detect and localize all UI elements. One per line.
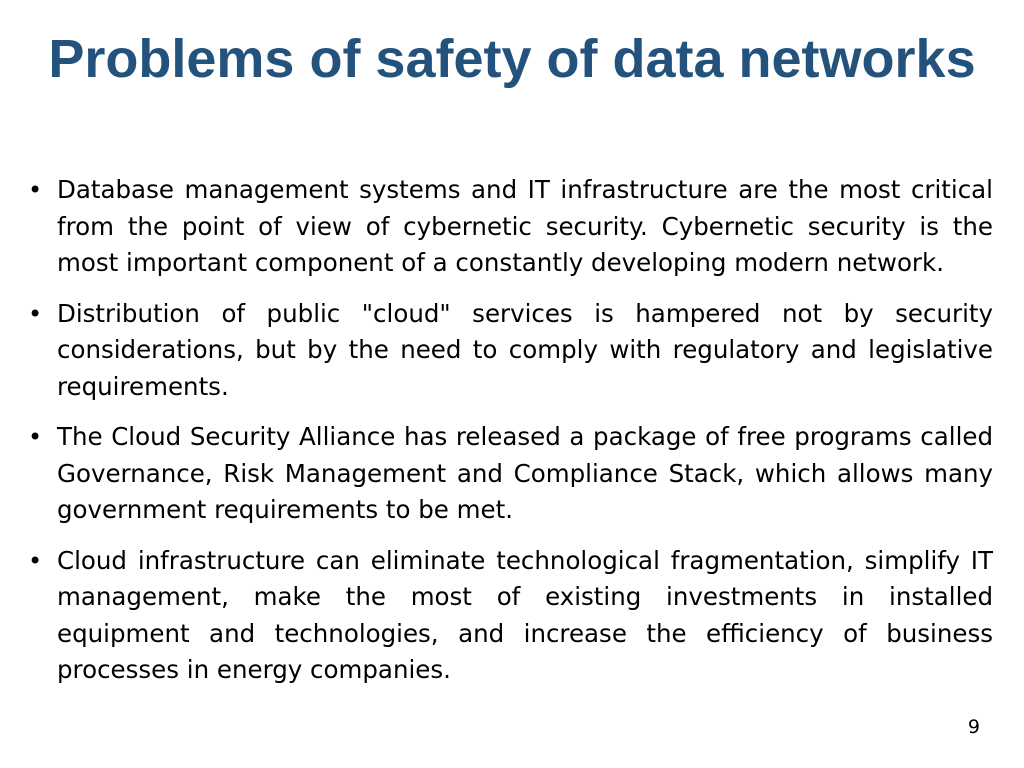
bullet-text: The Cloud Security Alliance has released a package of free programs called Governance, Risk Management and Compliance Stack, which allows many government requirements to be met.: [57, 422, 993, 524]
bullet-item: [28, 172, 993, 282]
bullet-dot-icon: •: [28, 546, 43, 575]
bullet-item: [28, 419, 993, 529]
bullet-text: Database management systems and IT infrastructure are the most critical from the point of view of cybernetic security. Cybernetic security is the most important component of a constantly developing modern network.: [57, 175, 993, 277]
bullet-dot-icon: •: [28, 423, 43, 451]
bullet-dot-icon: •: [28, 176, 43, 204]
page-number: 9: [967, 716, 980, 738]
slide-title: Problems of safety of data networks: [48, 29, 976, 89]
bullet-item: [28, 296, 993, 406]
bullet-list: [28, 172, 993, 703]
bullet-dot-icon: •: [28, 299, 43, 328]
bullet-item: [28, 543, 993, 689]
bullet-text: Distribution of public "cloud" services is hampered not by security considerations, but by the need to comply with regulatory and legislative requirements.: [57, 298, 993, 401]
bullet-text: Cloud infrastructure can eliminate technological fragmentation, simplify IT management, make the most of existing investments in installed equipment and technologies, and increase the efficiency of business processes in energy companies.: [57, 545, 993, 684]
